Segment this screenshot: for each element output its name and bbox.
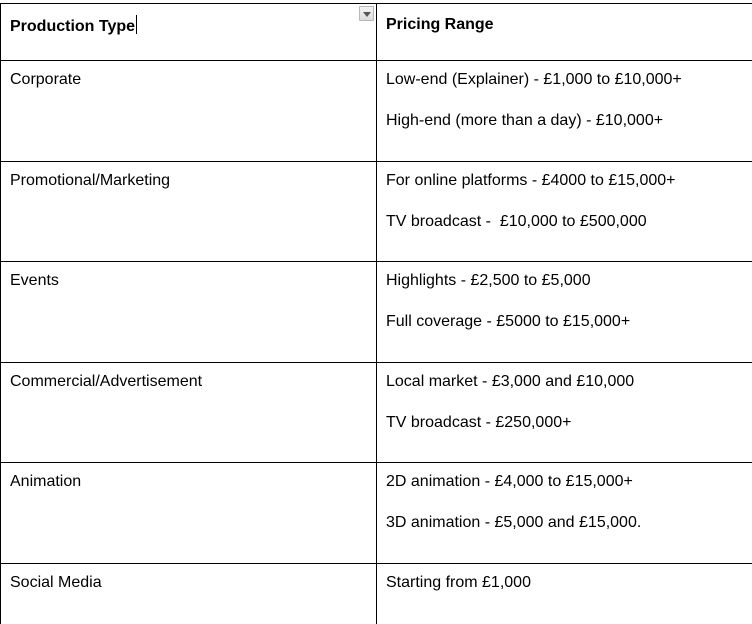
header-production-type-label: Production Type [10, 18, 136, 35]
production-type-cell[interactable] [0, 463, 377, 563]
production-type-label: Commercial/Advertisement [10, 372, 203, 390]
table-header-row [0, 3, 752, 61]
pricing-range-cell[interactable] [377, 262, 752, 362]
pricing-line: TV broadcast - £10,000 to £500,000 [386, 212, 647, 230]
pricing-line: Starting from £1,000 [386, 573, 531, 591]
table-row [0, 363, 752, 464]
pricing-line: Highlights - £2,500 to £5,000 [386, 272, 591, 289]
production-type-label: Social Media [10, 573, 102, 591]
pricing-line: Low-end (Explainer) - £1,000 to £10,000+ [386, 71, 682, 88]
header-cell-pricing-range[interactable] [377, 4, 752, 60]
pricing-range-cell[interactable] [377, 363, 752, 463]
production-type-label: Animation [10, 473, 82, 490]
table-row [0, 162, 752, 263]
pricing-line: TV broadcast - £250,000+ [386, 413, 572, 431]
table-row [0, 61, 752, 162]
production-type-cell[interactable] [0, 162, 377, 262]
production-type-cell[interactable] [0, 363, 377, 463]
production-type-cell[interactable] [0, 262, 377, 362]
header-pricing-range-label: Pricing Range [386, 16, 494, 33]
production-type-label: Corporate [10, 71, 82, 88]
pricing-range-cell[interactable] [377, 564, 752, 624]
pricing-range-cell[interactable] [377, 162, 752, 262]
column-dropdown-button[interactable] [359, 6, 374, 21]
table-row [0, 262, 752, 363]
chevron-down-icon [363, 12, 371, 17]
pricing-line: 2D animation - £4,000 to £15,000+ [386, 473, 633, 490]
text-cursor [136, 15, 137, 34]
pricing-line: High-end (more than a day) - £10,000+ [386, 112, 664, 129]
table-row [0, 564, 752, 624]
table-row [0, 463, 752, 564]
pricing-line: Local market - £3,000 and £10,000 [386, 372, 635, 390]
production-type-cell[interactable] [0, 564, 377, 624]
pricing-range-cell[interactable] [377, 61, 752, 161]
pricing-table [0, 3, 752, 624]
pricing-line: 3D animation - £5,000 and £15,000. [386, 514, 642, 531]
production-type-cell[interactable] [0, 61, 377, 161]
production-type-label: Promotional/Marketing [10, 171, 171, 189]
header-cell-production-type[interactable] [0, 4, 377, 60]
pricing-range-cell[interactable] [377, 463, 752, 563]
pricing-line: Full coverage - £5000 to £15,000+ [386, 313, 631, 330]
production-type-label: Events [10, 272, 59, 289]
pricing-line: For online platforms - £4000 to £15,000+ [386, 171, 676, 189]
